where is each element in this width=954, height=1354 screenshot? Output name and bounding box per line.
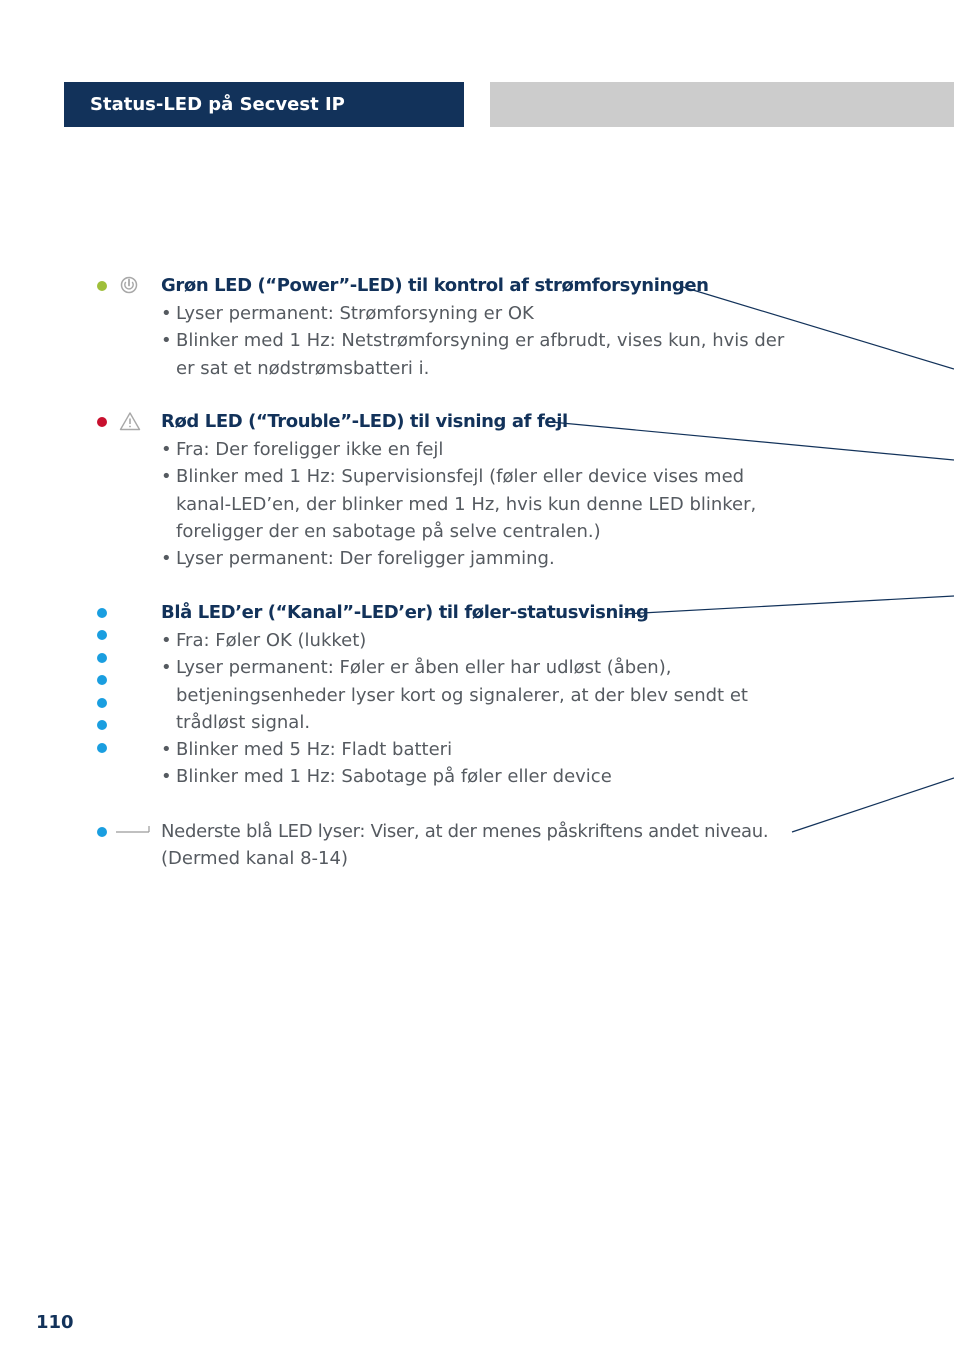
blue-led-6 bbox=[97, 720, 107, 730]
bottom-note-line-1: Nederste blå LED lyser: Viser, at der menes påskriftens andet niveau. bbox=[161, 821, 769, 842]
channel-led-section bbox=[161, 599, 801, 791]
power-icon bbox=[120, 276, 138, 294]
power-led-section bbox=[161, 272, 801, 382]
header-title: Status-LED på Secvest IP bbox=[90, 94, 345, 115]
blue-led-1 bbox=[97, 608, 107, 618]
leader-line-bottom bbox=[792, 778, 954, 832]
page-number: 110 bbox=[36, 1312, 74, 1333]
red-led bbox=[97, 417, 107, 427]
list-item: • Blinker med 1 Hz: Supervisionsfejl (føler eller device vises med kanal-LED’en, der blinker med 1 Hz, hvis kun denne LED blinker, foreligger der en sabotage på selve centralen.) bbox=[161, 466, 757, 542]
list-item: • Lyser permanent: Strømforsyning er OK bbox=[161, 303, 534, 324]
blue-led-bottom bbox=[97, 827, 107, 837]
blue-led-3 bbox=[97, 653, 107, 663]
blue-led-7 bbox=[97, 743, 107, 753]
list-item: • Fra: Der foreligger ikke en fejl bbox=[161, 439, 444, 460]
trouble-led-section bbox=[161, 408, 801, 572]
bottom-led-note bbox=[161, 818, 801, 873]
list-item: • Lyser permanent: Der foreligger jamming. bbox=[161, 548, 555, 570]
list-item: • Blinker med 1 Hz: Sabotage på føler eller device bbox=[161, 766, 612, 788]
bottom-note-line-2: (Dermed kanal 8-14) bbox=[161, 848, 348, 870]
blue-led-4 bbox=[97, 675, 107, 685]
list-item: • Blinker med 5 Hz: Fladt batteri bbox=[161, 739, 453, 761]
blue-led-2 bbox=[97, 630, 107, 640]
power-led-title: Grøn LED (“Power”-LED) til kontrol af strømforsyningen bbox=[161, 275, 709, 296]
list-item: • Fra: Føler OK (lukket) bbox=[161, 630, 367, 651]
trouble-led-title: Rød LED (“Trouble”-LED) til visning af fejl bbox=[161, 411, 568, 432]
warning-triangle-icon bbox=[119, 411, 141, 431]
list-item: • Lyser permanent: Føler er åben eller har udløst (åben), betjeningsenheder lyser kort og signalerer, at der blev sendt et trådløst signal. bbox=[161, 657, 748, 733]
blue-led-5 bbox=[97, 698, 107, 708]
green-led bbox=[97, 281, 107, 291]
list-item: • Blinker med 1 Hz: Netstrømforsyning er afbrudt, vises kun, hvis der er sat et nødstrømsbatteri i. bbox=[161, 330, 785, 379]
channel-led-title: Blå LED’er (“Kanal”-LED’er) til føler-statusvisning bbox=[161, 602, 649, 623]
